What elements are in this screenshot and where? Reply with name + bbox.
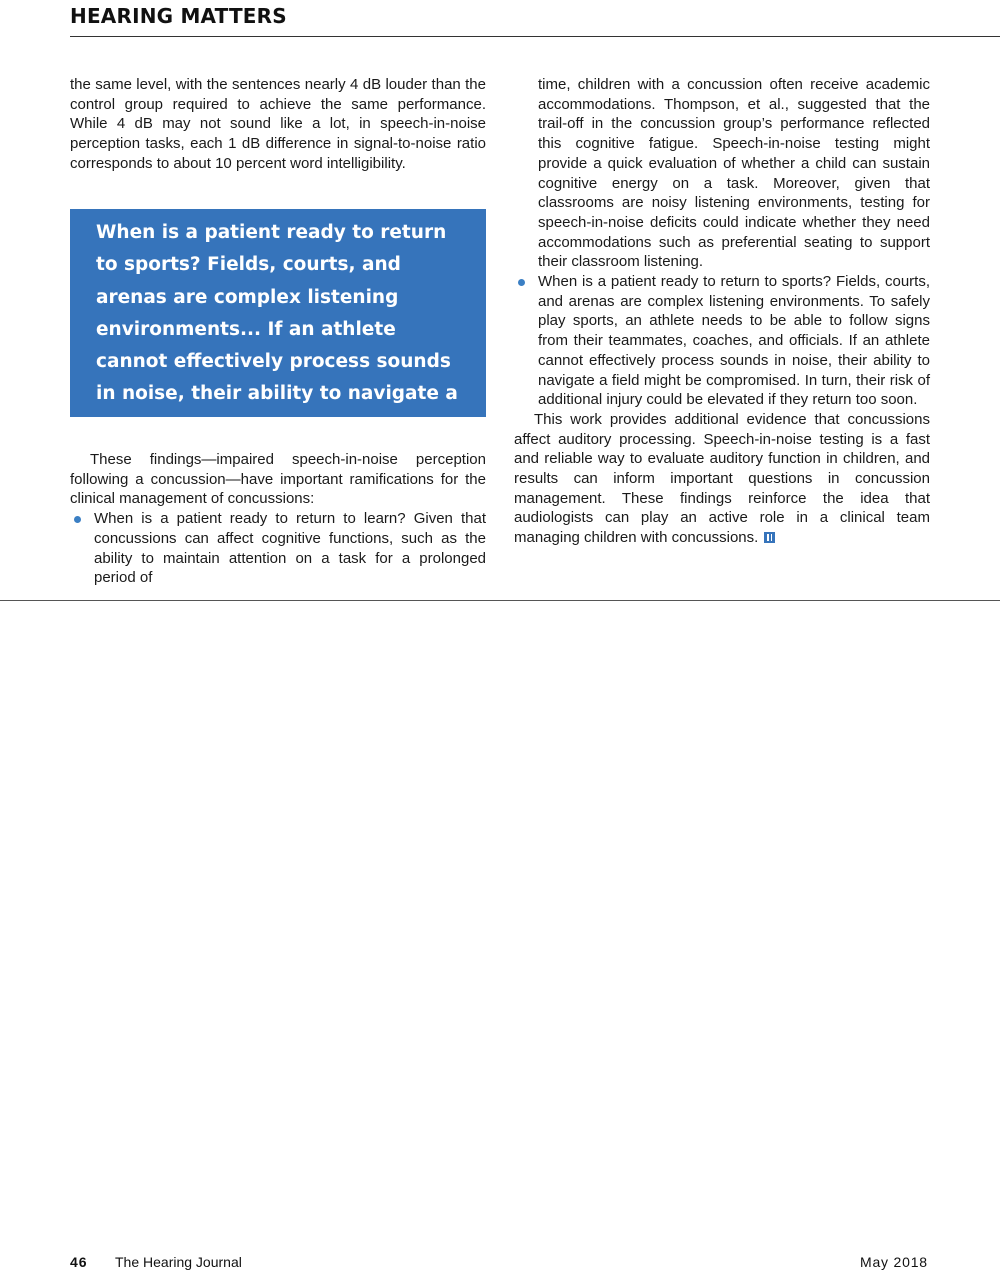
list-item — [514, 272, 930, 410]
right-column — [514, 75, 930, 548]
page-number: 46 — [70, 1254, 88, 1270]
journal-name: The Hearing Journal — [115, 1254, 242, 1270]
bullet-text-continued: time, children with a concussion often receive academic accommodations. Thompson, et al., suggested that the trail-off in the concussion group’s performance reflected this cognitive fatigue. Speech-in-noise testing might provide a quick evaluation of whether a child can sustain cognitive energy on a task. Moreover, given that classrooms are noisy listening environments, testing for speech-in-noise deficits could indicate whether they need accommodations such as preferential seating to support their classroom listening. — [538, 76, 930, 271]
ramifications-list-continued — [514, 272, 930, 410]
left-column-top — [70, 75, 486, 174]
pull-quote-text: When is a patient ready to return to sports? Fields, courts, and arenas are complex listening environments... If an athlete cannot effectively process sounds in noise, their ability to navigate a field might be compromised. — [96, 222, 458, 437]
pull-quote-box — [70, 209, 486, 437]
ramifications-list — [70, 509, 486, 588]
paragraph-continued: the same level, with the sentences nearly 4 dB louder than the control group required to achieve the same performance. While 4 dB may not sound like a lot, in speech-in-noise perception tasks, each 1 dB difference in signal-to-noise ratio corresponds to about 10 percent word intelligibility. — [70, 76, 486, 172]
header-rule — [70, 36, 1000, 37]
bullet-icon — [74, 516, 81, 523]
list-item — [70, 509, 486, 588]
end-of-article-icon — [764, 532, 775, 543]
content-bottom-rule — [0, 600, 1000, 601]
bullet-text-return-to-sports: When is a patient ready to return to sports? Fields, courts, and arenas are complex listening environments. To safely play sports, an athlete needs to be able to follow signs from their teammates, coaches, and officials. If an athlete cannot effectively process sounds in noise, their ability to navigate a field might be compromised. In turn, their risk of additional injury could be elevated if they return too soon. — [538, 273, 930, 409]
closing-paragraph — [514, 410, 930, 548]
issue-date: May 2018 — [860, 1254, 928, 1270]
bullet-text-return-to-learn: When is a patient ready to return to learn? Given that concussions can affect cognitive functions, such as the ability to maintain attention on a task for a prolonged period of — [94, 510, 486, 587]
section-header: HEARING MATTERS — [70, 4, 287, 28]
left-column-bottom — [70, 450, 486, 588]
closing-paragraph-text: This work provides additional evidence that concussions affect auditory processing. Speech-in-noise testing is a fast and reliable way to evaluate auditory function in children, and results can inform important questions in concussion management. These findings reinforce the idea that audiologists can play an active role in a clinical team managing children with concussions. — [514, 410, 930, 547]
findings-intro-paragraph: These findings—impaired speech-in-noise perception following a concussion—have important ramifications for the clinical management of concussions: — [70, 451, 486, 508]
bullet-icon — [518, 279, 525, 286]
